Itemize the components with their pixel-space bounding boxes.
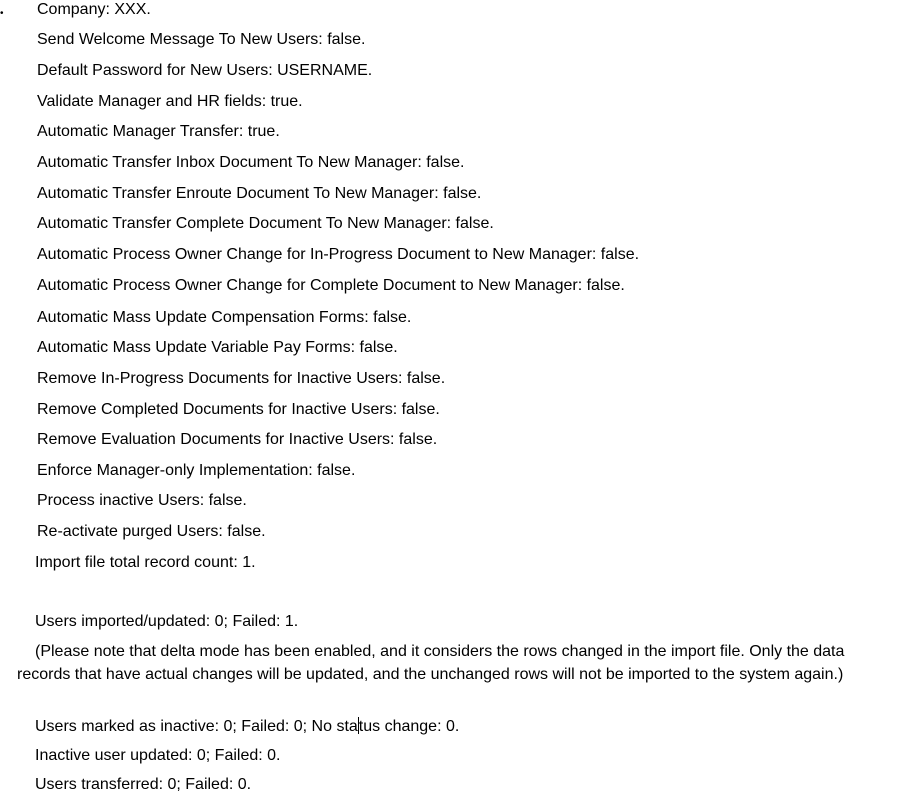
setting-validate-manager-hr: Validate Manager and HR fields: true.: [37, 93, 303, 110]
setting-company: Company: XXX.: [37, 1, 151, 18]
users-inactive-status: [35, 717, 459, 737]
users-inactive-text-start: Users marked as inactive: 0; Failed: 0; No sta: [35, 718, 358, 735]
setting-default-password: Default Password for New Users: USERNAME.: [37, 62, 373, 79]
setting-owner-change-complete: Automatic Process Owner Change for Complete Document to New Manager: false.: [37, 277, 625, 294]
setting-enforce-manager-only: Enforce Manager-only Implementation: false.: [37, 462, 356, 479]
inactive-user-updated-status: Inactive user updated: 0; Failed: 0.: [35, 747, 281, 764]
import-record-count: Import file total record count: 1.: [35, 554, 256, 571]
setting-mass-update-compensation: Automatic Mass Update Compensation Forms: false.: [37, 309, 412, 326]
delta-mode-note: (Please note that delta mode has been enabled, and it considers the rows changed in the import file. Only the data records that have actual changes will be updated, and the unchanged rows will not be imported to the system again.): [17, 643, 845, 683]
users-imported-status: Users imported/updated: 0; Failed: 1.: [35, 613, 299, 630]
setting-process-inactive: Process inactive Users: false.: [37, 492, 247, 509]
setting-reactivate-purged: Re-activate purged Users: false.: [37, 523, 266, 540]
setting-transfer-enroute: Automatic Transfer Enroute Document To New Manager: false.: [37, 185, 482, 202]
users-transferred-status: Users transferred: 0; Failed: 0.: [35, 776, 252, 793]
setting-mass-update-variable-pay: Automatic Mass Update Variable Pay Forms: false.: [37, 339, 398, 356]
users-inactive-text-end: tus change: 0.: [358, 718, 460, 735]
setting-remove-evaluation: Remove Evaluation Documents for Inactive Users: false.: [37, 431, 438, 448]
bullet-marker: •: [0, 8, 4, 19]
setting-owner-change-inprogress: Automatic Process Owner Change for In-Progress Document to New Manager: false.: [37, 246, 640, 263]
setting-remove-inprogress: Remove In-Progress Documents for Inactive Users: false.: [37, 370, 446, 387]
setting-welcome-message: Send Welcome Message To New Users: false.: [37, 31, 366, 48]
setting-auto-manager-transfer: Automatic Manager Transfer: true.: [37, 123, 280, 140]
setting-transfer-complete: Automatic Transfer Complete Document To New Manager: false.: [37, 215, 494, 232]
setting-remove-completed: Remove Completed Documents for Inactive Users: false.: [37, 401, 440, 418]
setting-transfer-inbox: Automatic Transfer Inbox Document To New Manager: false.: [37, 154, 465, 171]
